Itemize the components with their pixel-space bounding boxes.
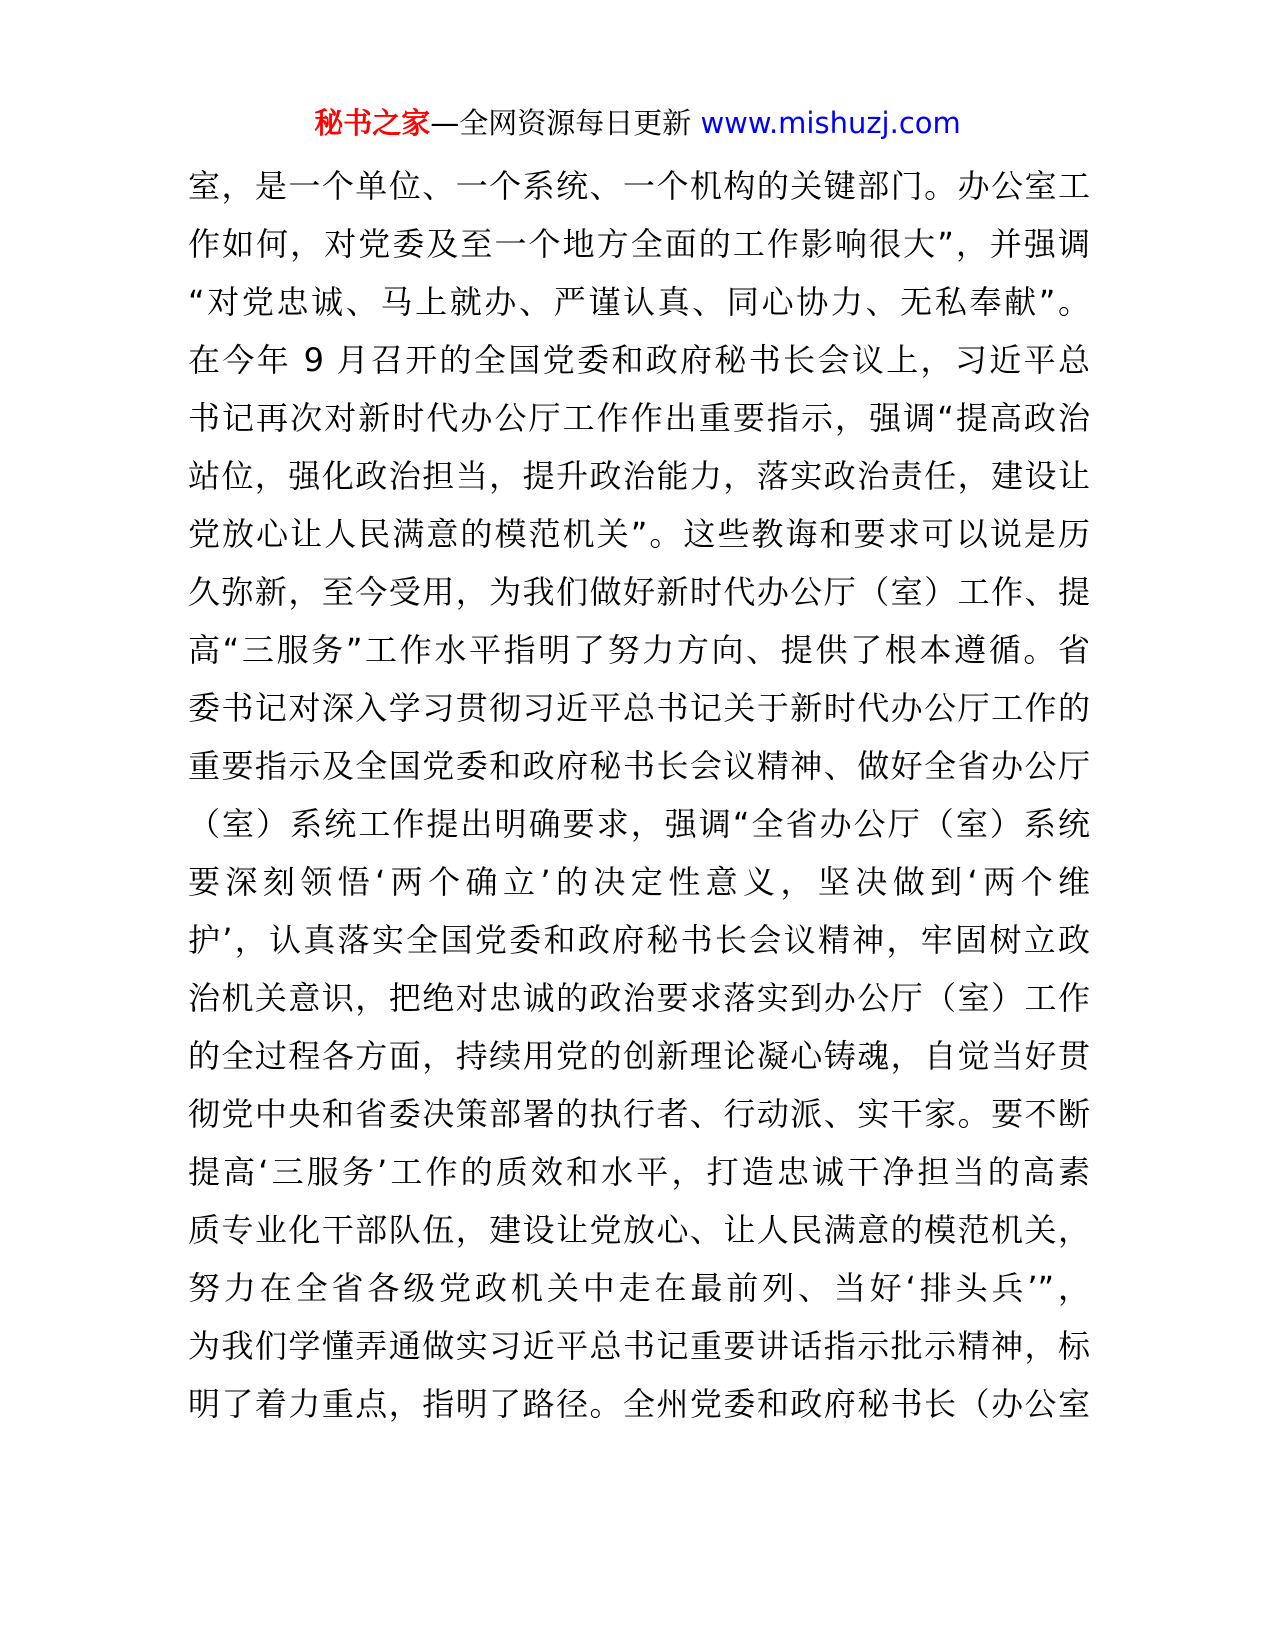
- text-line: 治机关意识，把绝对忠诚的政治要求落实到办公厅（室）工作: [188, 979, 1090, 1017]
- page-header: [0, 103, 1275, 143]
- text-line: 在今年 9 月召开的全国党委和政府秘书长会议上，习近平总: [188, 341, 1090, 379]
- body-text: [188, 157, 1090, 1433]
- text-line: 为我们学懂弄通做实习近平总书记重要讲话指示批示精神，标: [188, 1327, 1090, 1365]
- text-line: 委书记对深入学习贯彻习近平总书记关于新时代办公厅工作的: [188, 689, 1090, 727]
- website-link[interactable]: www.mishuzj.com: [700, 106, 961, 140]
- text-line: 质专业化干部队伍，建设让党放心、让人民满意的模范机关，: [188, 1211, 1090, 1249]
- text-line: 重要指示及全国党委和政府秘书长会议精神、做好全省办公厅: [188, 747, 1090, 785]
- text-line: 彻党中央和省委决策部署的执行者、行动派、实干家。要不断: [188, 1095, 1090, 1133]
- brand-name: 秘书之家: [314, 106, 431, 140]
- text-line: 站位，强化政治担当，提升政治能力，落实政治责任，建设让: [188, 457, 1090, 495]
- text-line: 室，是一个单位、一个系统、一个机构的关键部门。办公室工: [188, 167, 1090, 205]
- header-tagline: —全网资源每日更新: [430, 106, 701, 140]
- text-line: 书记再次对新时代办公厅工作作出重要指示，强调“提高政治: [188, 399, 1090, 437]
- text-line: （室）系统工作提出明确要求，强调“全省办公厅（室）系统: [188, 805, 1090, 843]
- text-line: 的全过程各方面，持续用党的创新理论凝心铸魂，自觉当好贯: [188, 1037, 1090, 1075]
- text-line: 久弥新，至今受用，为我们做好新时代办公厅（室）工作、提: [188, 573, 1090, 611]
- text-line: 护’，认真落实全国党委和政府秘书长会议精神，牢固树立政: [188, 921, 1090, 959]
- text-line: 要深刻领悟‘两个确立’的决定性意义，坚决做到‘两个维: [188, 863, 1090, 901]
- text-line: 提高‘三服务’工作的质效和水平，打造忠诚干净担当的高素: [188, 1153, 1090, 1191]
- text-line: 高“三服务”工作水平指明了努力方向、提供了根本遵循。省: [188, 631, 1090, 669]
- text-line: 党放心让人民满意的模范机关”。这些教诲和要求可以说是历: [188, 515, 1090, 553]
- text-line: “对党忠诚、马上就办、严谨认真、同心协力、无私奉献”。: [188, 283, 1090, 321]
- text-line: 明了着力重点，指明了路径。全州党委和政府秘书长（办公室: [188, 1385, 1090, 1423]
- text-line: 作如何，对党委及至一个地方全面的工作影响很大”，并强调: [188, 225, 1090, 263]
- text-line: 努力在全省各级党政机关中走在最前列、当好‘排头兵’”，: [188, 1269, 1090, 1307]
